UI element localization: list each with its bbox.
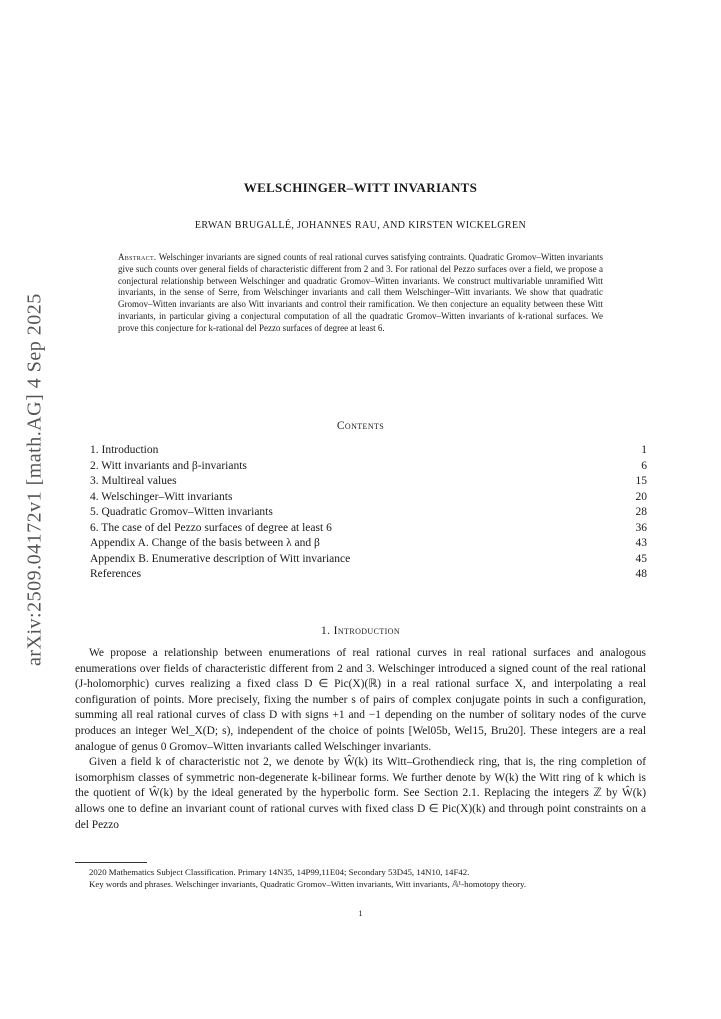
toc-entry[interactable]: [90, 521, 647, 537]
footnote-rule: [75, 862, 147, 863]
toc-entry-title: 6. The case of del Pezzo surfaces of degree at least 6: [90, 521, 332, 534]
toc-entry-page: 48: [635, 568, 647, 580]
toc-entry-title: 5. Quadratic Gromov–Witten invariants: [90, 506, 273, 518]
toc-entry-title: 3. Multireal values: [90, 475, 177, 487]
toc-entry[interactable]: [90, 567, 647, 583]
abstract: [118, 252, 603, 335]
toc-entry-page: 36: [635, 521, 647, 534]
footnotes: [75, 866, 646, 890]
toc-entry[interactable]: [90, 536, 647, 552]
toc-entry[interactable]: [90, 474, 647, 490]
toc-entry-page: 1: [641, 444, 647, 456]
toc-entry-page: 43: [635, 537, 647, 549]
footnote-keywords: Key words and phrases. Welschinger invariants, Quadratic Gromov–Witten invariants, Witt invariants, 𝔸¹-homotopy theory.: [89, 879, 527, 889]
toc-entry[interactable]: [90, 552, 647, 568]
toc-entry-title: 1. Introduction: [90, 444, 159, 456]
toc-entry-page: 15: [635, 475, 647, 487]
toc-entry[interactable]: [90, 443, 647, 459]
page-number: 1: [358, 908, 363, 918]
paragraph: Given a field k of characteristic not 2, we denote by Ŵ(k) its Witt–Grothendieck ring, that is, the ring completion of isomorphism classes of symmetric non-degenerate k-bilinear forms. We further denote by W(k) the Witt ring of k which is the quotient of Ŵ(k) by the ideal generated by the hyperbolic form. See Section 2.1. Replacing the integers ℤ by Ŵ(k) allows one to define an invariant count of rational curves with fixed class D ∈ Pic(X)(k) and through point constraints on a del Pezzo: [75, 756, 646, 831]
abstract-text: Welschinger invariants are signed counts of real rational curves satisfying contraints. Quadratic Gromov–Witten invariants give such counts over general fields of characteristic different from 2 and 3. For rational del Pezzo surfaces over a field, we propose a conjectural relationship between Welschinger and quadratic Gromov–Witten invariants. We construct multivariable unramified Witt invariants, in the sense of Serre, from Welschinger invariants and call them Welschinger–Witt invariants. We show that quadratic Gromov–Witten invariants are also Witt invariants and control their ramification. We then conjecture an equality between these Witt invariants, in particular giving a conjectural computation of all the quadratic Gromov–Witten invariants of k-rational surfaces. We prove this conjecture for k-rational del Pezzo surfaces of degree at least 6.: [118, 252, 603, 333]
table-of-contents: [90, 443, 647, 583]
footnote-msc: 2020 Mathematics Subject Classification. Primary 14N35, 14P99,11E04; Secondary 53D45, 14N10, 14F42.: [89, 867, 470, 877]
toc-entry-page: 20: [635, 490, 647, 503]
section-heading: 1. Introduction: [320, 625, 401, 637]
toc-entry[interactable]: [90, 505, 647, 521]
toc-entry[interactable]: [90, 490, 647, 506]
paragraph: We propose a relationship between enumerations of real rational curves in real rational surfaces and analogous enumerations over fields of characteristic different from 2 and 3. Welschinger introduced a signed count of the real rational (J-holomorphic) curves realizing a fixed class D ∈ Pic(X)(ℝ) in a real rational surface X, and interpolating a real configuration of points. More precisely, fixing the number s of pairs of complex conjugate points in such a configuration, summing all real rational curves of class D with signs +1 and −1 depending on the number of solitary nodes of the curve produces an integer Wel_X(D; s), independent of the choice of points [Wel05b, Wel15, Bru20]. These integers are a real analogue of genus 0 Gromov–Witten invariants called Welschinger invariants.: [75, 647, 646, 753]
author-list: ERWAN BRUGALLÉ, JOHANNES RAU, AND KIRSTEN WICKELGREN: [194, 220, 527, 231]
toc-entry-page: 45: [635, 552, 647, 565]
toc-entry-title: References: [90, 568, 142, 580]
body-text: [75, 646, 646, 833]
toc-entry-page: 6: [641, 459, 647, 472]
toc-entry-title: 4. Welschinger–Witt invariants: [90, 490, 233, 503]
toc-entry-title: 2. Witt invariants and β-invariants: [90, 459, 247, 472]
toc-heading: Contents: [336, 420, 385, 432]
paper-title: WELSCHINGER–WITT INVARIANTS: [243, 180, 478, 195]
toc-entry-title: Appendix B. Enumerative description of Witt invariance: [90, 552, 351, 565]
toc-entry-title: Appendix A. Change of the basis between λ and β: [90, 537, 320, 549]
toc-entry[interactable]: [90, 459, 647, 475]
arxiv-identifier: arXiv:2509.04172v1 [math.AG] 4 Sep 2025: [23, 293, 46, 667]
toc-entry-page: 28: [635, 506, 647, 518]
abstract-label: Abstract.: [118, 252, 157, 262]
